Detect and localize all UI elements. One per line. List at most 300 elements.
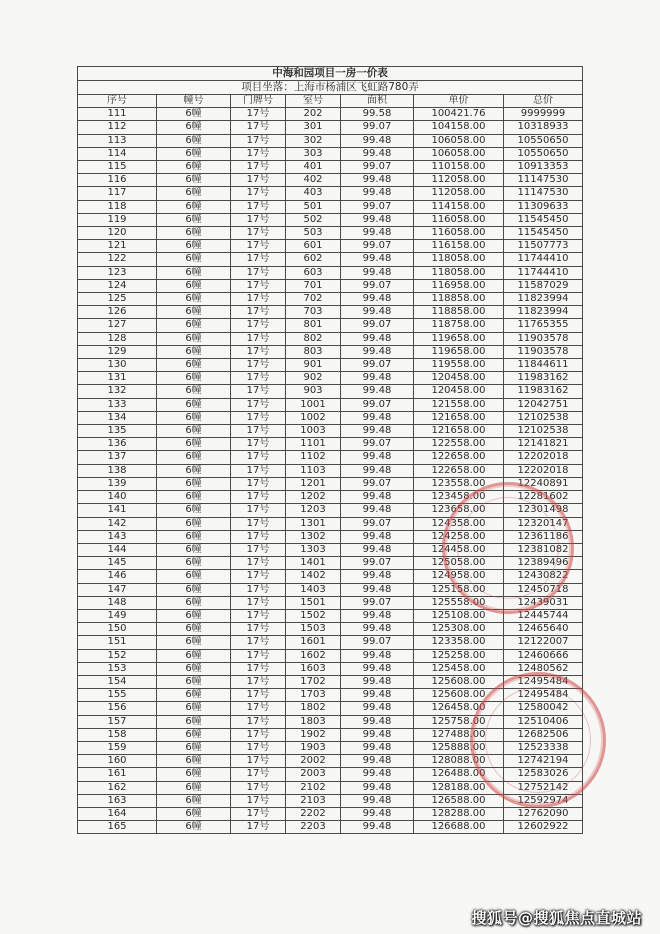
table-cell: 99.07 — [341, 240, 414, 253]
table-cell: 124458.00 — [414, 543, 504, 556]
table-cell: 6幢 — [157, 477, 231, 490]
table-row — [78, 293, 583, 306]
table-cell: 125458.00 — [414, 662, 504, 675]
table-cell: 301 — [286, 121, 341, 134]
table-cell: 6幢 — [157, 425, 231, 438]
table-cell: 99.48 — [341, 266, 414, 279]
table-cell: 99.07 — [341, 398, 414, 411]
table-cell: 17号 — [231, 623, 286, 636]
table-cell: 12583026 — [504, 768, 583, 781]
table-cell: 153 — [78, 662, 157, 675]
table-cell: 501 — [286, 200, 341, 213]
table-cell: 17号 — [231, 266, 286, 279]
table-cell: 126488.00 — [414, 768, 504, 781]
table-cell: 121558.00 — [414, 398, 504, 411]
table-cell: 119 — [78, 213, 157, 226]
table-cell: 303 — [286, 147, 341, 160]
table-cell: 11744410 — [504, 253, 583, 266]
table-cell: 6幢 — [157, 807, 231, 820]
table-cell: 126588.00 — [414, 794, 504, 807]
table-cell: 106058.00 — [414, 147, 504, 160]
table-cell: 802 — [286, 332, 341, 345]
table-cell: 99.07 — [341, 200, 414, 213]
table-cell: 160 — [78, 755, 157, 768]
table-cell: 117 — [78, 187, 157, 200]
table-cell: 99.07 — [341, 636, 414, 649]
table-cell: 801 — [286, 319, 341, 332]
table-cell: 124258.00 — [414, 530, 504, 543]
table-row — [78, 319, 583, 332]
table-cell: 6幢 — [157, 213, 231, 226]
table-cell: 6幢 — [157, 398, 231, 411]
table-title: 中海和园项目一房一价表 — [78, 67, 583, 81]
table-cell: 116058.00 — [414, 213, 504, 226]
table-cell: 99.07 — [341, 517, 414, 530]
table-cell: 118058.00 — [414, 253, 504, 266]
table-cell: 99.58 — [341, 108, 414, 121]
table-cell: 12450718 — [504, 583, 583, 596]
table-cell: 99.48 — [341, 451, 414, 464]
table-cell: 118858.00 — [414, 306, 504, 319]
table-cell: 99.48 — [341, 385, 414, 398]
column-header: 总价 — [504, 95, 583, 108]
table-cell: 99.48 — [341, 702, 414, 715]
table-cell: 104158.00 — [414, 121, 504, 134]
table-cell: 99.48 — [341, 543, 414, 556]
table-cell: 6幢 — [157, 636, 231, 649]
table-row — [78, 425, 583, 438]
table-cell: 99.48 — [341, 781, 414, 794]
table-cell: 125158.00 — [414, 583, 504, 596]
table-cell: 1401 — [286, 557, 341, 570]
table-cell: 130 — [78, 359, 157, 372]
table-cell: 17号 — [231, 702, 286, 715]
table-cell: 99.07 — [341, 557, 414, 570]
table-cell: 17号 — [231, 464, 286, 477]
table-cell: 128 — [78, 332, 157, 345]
table-cell: 6幢 — [157, 557, 231, 570]
table-cell: 6幢 — [157, 662, 231, 675]
table-cell: 17号 — [231, 332, 286, 345]
table-cell: 148 — [78, 596, 157, 609]
table-cell: 116058.00 — [414, 227, 504, 240]
table-cell: 134 — [78, 411, 157, 424]
table-cell: 17号 — [231, 372, 286, 385]
table-cell: 156 — [78, 702, 157, 715]
table-cell: 6幢 — [157, 755, 231, 768]
table-cell: 9999999 — [504, 108, 583, 121]
table-cell: 17号 — [231, 134, 286, 147]
table-cell: 99.07 — [341, 121, 414, 134]
column-header-row — [78, 95, 583, 108]
table-cell: 99.48 — [341, 372, 414, 385]
table-cell: 125608.00 — [414, 689, 504, 702]
table-cell: 17号 — [231, 240, 286, 253]
table-cell: 141 — [78, 504, 157, 517]
table-cell: 162 — [78, 781, 157, 794]
table-cell: 6幢 — [157, 609, 231, 622]
table-row — [78, 213, 583, 226]
table-cell: 128088.00 — [414, 755, 504, 768]
table-cell: 1402 — [286, 570, 341, 583]
table-cell: 99.48 — [341, 675, 414, 688]
table-row — [78, 161, 583, 174]
column-header: 单价 — [414, 95, 504, 108]
table-cell: 99.48 — [341, 530, 414, 543]
table-cell: 12202018 — [504, 451, 583, 464]
table-cell: 2103 — [286, 794, 341, 807]
table-cell: 17号 — [231, 530, 286, 543]
table-cell: 11147530 — [504, 187, 583, 200]
table-cell: 17号 — [231, 649, 286, 662]
table-cell: 122 — [78, 253, 157, 266]
table-cell: 6幢 — [157, 702, 231, 715]
table-row — [78, 649, 583, 662]
table-cell: 6幢 — [157, 649, 231, 662]
table-cell: 1603 — [286, 662, 341, 675]
table-row — [78, 807, 583, 820]
table-cell: 403 — [286, 187, 341, 200]
table-cell: 121 — [78, 240, 157, 253]
table-row — [78, 240, 583, 253]
table-cell: 6幢 — [157, 108, 231, 121]
table-cell: 6幢 — [157, 345, 231, 358]
table-cell: 6幢 — [157, 227, 231, 240]
table-cell: 123358.00 — [414, 636, 504, 649]
table-cell: 124358.00 — [414, 517, 504, 530]
table-cell: 17号 — [231, 715, 286, 728]
table-cell: 12682506 — [504, 728, 583, 741]
table-row — [78, 121, 583, 134]
table-cell: 99.48 — [341, 715, 414, 728]
table-cell: 124 — [78, 279, 157, 292]
table-cell: 152 — [78, 649, 157, 662]
table-cell: 120458.00 — [414, 372, 504, 385]
project-location: 项目坐落：上海市杨浦区飞虹路780弄 — [78, 81, 583, 95]
table-cell: 6幢 — [157, 583, 231, 596]
table-row — [78, 266, 583, 279]
table-cell: 1702 — [286, 675, 341, 688]
table-cell: 125108.00 — [414, 609, 504, 622]
table-cell: 1203 — [286, 504, 341, 517]
table-cell: 165 — [78, 821, 157, 834]
table-row — [78, 227, 583, 240]
table-cell: 2102 — [286, 781, 341, 794]
table-row — [78, 306, 583, 319]
column-header: 室号 — [286, 95, 341, 108]
table-cell: 17号 — [231, 319, 286, 332]
table-cell: 17号 — [231, 213, 286, 226]
table-cell: 99.07 — [341, 319, 414, 332]
table-cell: 17号 — [231, 385, 286, 398]
table-cell: 116158.00 — [414, 240, 504, 253]
table-cell: 6幢 — [157, 741, 231, 754]
table-row — [78, 385, 583, 398]
table-cell: 99.48 — [341, 623, 414, 636]
table-cell: 164 — [78, 807, 157, 820]
table-cell: 17号 — [231, 636, 286, 649]
table-cell: 118758.00 — [414, 319, 504, 332]
table-cell: 12141821 — [504, 438, 583, 451]
table-cell: 99.48 — [341, 821, 414, 834]
table-cell: 144 — [78, 543, 157, 556]
table-cell: 17号 — [231, 411, 286, 424]
table-cell: 1902 — [286, 728, 341, 741]
table-cell: 10550650 — [504, 134, 583, 147]
table-cell: 1903 — [286, 741, 341, 754]
table-cell: 99.48 — [341, 253, 414, 266]
table-cell: 133 — [78, 398, 157, 411]
table-cell: 12202018 — [504, 464, 583, 477]
table-cell: 11765355 — [504, 319, 583, 332]
table-cell: 2203 — [286, 821, 341, 834]
table-cell: 17号 — [231, 821, 286, 834]
table-cell: 1501 — [286, 596, 341, 609]
table-row — [78, 134, 583, 147]
table-cell: 126 — [78, 306, 157, 319]
table-cell: 11309633 — [504, 200, 583, 213]
table-cell: 6幢 — [157, 161, 231, 174]
table-cell: 1601 — [286, 636, 341, 649]
table-row — [78, 200, 583, 213]
table-cell: 123 — [78, 266, 157, 279]
table-cell: 17号 — [231, 741, 286, 754]
table-cell: 701 — [286, 279, 341, 292]
table-cell: 12430822 — [504, 570, 583, 583]
table-cell: 99.48 — [341, 227, 414, 240]
column-header: 幢号 — [157, 95, 231, 108]
table-row — [78, 438, 583, 451]
table-cell: 126458.00 — [414, 702, 504, 715]
table-row — [78, 147, 583, 160]
table-cell: 12042751 — [504, 398, 583, 411]
table-cell: 1003 — [286, 425, 341, 438]
table-cell: 6幢 — [157, 306, 231, 319]
table-row — [78, 372, 583, 385]
table-cell: 2003 — [286, 768, 341, 781]
table-cell: 17号 — [231, 187, 286, 200]
table-cell: 10913353 — [504, 161, 583, 174]
table-cell: 1802 — [286, 702, 341, 715]
table-cell: 119658.00 — [414, 332, 504, 345]
table-cell: 702 — [286, 293, 341, 306]
table-cell: 1502 — [286, 609, 341, 622]
table-cell: 159 — [78, 741, 157, 754]
table-cell: 112 — [78, 121, 157, 134]
table-cell: 12301498 — [504, 504, 583, 517]
table-cell: 99.48 — [341, 174, 414, 187]
table-cell: 99.48 — [341, 728, 414, 741]
table-cell: 155 — [78, 689, 157, 702]
table-cell: 99.48 — [341, 662, 414, 675]
table-cell: 99.07 — [341, 279, 414, 292]
company-seal — [442, 482, 574, 614]
table-cell: 99.48 — [341, 464, 414, 477]
table-cell: 135 — [78, 425, 157, 438]
table-cell: 1001 — [286, 398, 341, 411]
table-cell: 1102 — [286, 451, 341, 464]
table-cell: 6幢 — [157, 504, 231, 517]
table-cell: 1202 — [286, 491, 341, 504]
table-cell: 6幢 — [157, 332, 231, 345]
table-cell: 703 — [286, 306, 341, 319]
table-cell: 6幢 — [157, 253, 231, 266]
table-cell: 17号 — [231, 279, 286, 292]
table-cell: 17号 — [231, 359, 286, 372]
table-cell: 154 — [78, 675, 157, 688]
table-cell: 1101 — [286, 438, 341, 451]
table-cell: 11147530 — [504, 174, 583, 187]
table-cell: 12480562 — [504, 662, 583, 675]
table-cell: 120458.00 — [414, 385, 504, 398]
table-cell: 17号 — [231, 491, 286, 504]
table-cell: 123558.00 — [414, 477, 504, 490]
table-head — [78, 67, 583, 108]
table-cell: 12102538 — [504, 425, 583, 438]
table-cell: 6幢 — [157, 359, 231, 372]
table-cell: 17号 — [231, 438, 286, 451]
table-cell: 129 — [78, 345, 157, 358]
table-cell: 99.48 — [341, 755, 414, 768]
table-cell: 99.48 — [341, 425, 414, 438]
table-cell: 99.48 — [341, 768, 414, 781]
table-cell: 6幢 — [157, 451, 231, 464]
table-cell: 17号 — [231, 689, 286, 702]
table-cell: 6幢 — [157, 464, 231, 477]
table-cell: 17号 — [231, 662, 286, 675]
table-cell: 123658.00 — [414, 504, 504, 517]
table-cell: 17号 — [231, 161, 286, 174]
table-cell: 99.48 — [341, 741, 414, 754]
table-cell: 114 — [78, 147, 157, 160]
table-cell: 99.48 — [341, 187, 414, 200]
table-cell: 17号 — [231, 425, 286, 438]
table-cell: 125058.00 — [414, 557, 504, 570]
table-cell: 1503 — [286, 623, 341, 636]
table-cell: 161 — [78, 768, 157, 781]
table-cell: 11823994 — [504, 293, 583, 306]
table-cell: 146 — [78, 570, 157, 583]
table-cell: 17号 — [231, 781, 286, 794]
table-cell: 12510406 — [504, 715, 583, 728]
table-cell: 151 — [78, 636, 157, 649]
table-cell: 11903578 — [504, 345, 583, 358]
table-cell: 11545450 — [504, 227, 583, 240]
table-row — [78, 345, 583, 358]
table-cell: 136 — [78, 438, 157, 451]
table-cell: 149 — [78, 609, 157, 622]
table-cell: 157 — [78, 715, 157, 728]
table-cell: 163 — [78, 794, 157, 807]
table-cell: 6幢 — [157, 570, 231, 583]
table-cell: 99.07 — [341, 161, 414, 174]
table-cell: 142 — [78, 517, 157, 530]
table-cell: 110158.00 — [414, 161, 504, 174]
table-cell: 12460666 — [504, 649, 583, 662]
table-cell: 12752142 — [504, 781, 583, 794]
table-row — [78, 451, 583, 464]
table-cell: 6幢 — [157, 134, 231, 147]
table-cell: 99.48 — [341, 491, 414, 504]
table-cell: 1602 — [286, 649, 341, 662]
table-cell: 121658.00 — [414, 411, 504, 424]
table-cell: 99.48 — [341, 609, 414, 622]
table-cell: 1302 — [286, 530, 341, 543]
table-cell: 125888.00 — [414, 741, 504, 754]
table-cell: 99.48 — [341, 332, 414, 345]
table-cell: 118858.00 — [414, 293, 504, 306]
table-cell: 401 — [286, 161, 341, 174]
table-cell: 12389496 — [504, 557, 583, 570]
table-cell: 6幢 — [157, 768, 231, 781]
table-cell: 6幢 — [157, 596, 231, 609]
table-cell: 10550650 — [504, 147, 583, 160]
table-cell: 17号 — [231, 477, 286, 490]
table-cell: 17号 — [231, 200, 286, 213]
table-cell: 10318933 — [504, 121, 583, 134]
table-cell: 127 — [78, 319, 157, 332]
table-cell: 12580042 — [504, 702, 583, 715]
table-cell: 902 — [286, 372, 341, 385]
table-row — [78, 187, 583, 200]
table-cell: 1201 — [286, 477, 341, 490]
table-cell: 11587029 — [504, 279, 583, 292]
table-cell: 17号 — [231, 609, 286, 622]
table-cell: 17号 — [231, 227, 286, 240]
table-cell: 11844611 — [504, 359, 583, 372]
table-cell: 147 — [78, 583, 157, 596]
table-row — [78, 398, 583, 411]
table-cell: 17号 — [231, 253, 286, 266]
table-cell: 1303 — [286, 543, 341, 556]
table-row — [78, 332, 583, 345]
table-cell: 603 — [286, 266, 341, 279]
table-cell: 17号 — [231, 768, 286, 781]
table-cell: 119658.00 — [414, 345, 504, 358]
table-row — [78, 253, 583, 266]
table-cell: 128288.00 — [414, 807, 504, 820]
table-cell: 17号 — [231, 543, 286, 556]
table-cell: 1403 — [286, 583, 341, 596]
table-cell: 124958.00 — [414, 570, 504, 583]
table-cell: 17号 — [231, 306, 286, 319]
table-cell: 99.48 — [341, 583, 414, 596]
table-cell: 122658.00 — [414, 464, 504, 477]
table-cell: 119558.00 — [414, 359, 504, 372]
table-cell: 6幢 — [157, 411, 231, 424]
table-cell: 6幢 — [157, 623, 231, 636]
table-cell: 99.48 — [341, 411, 414, 424]
table-cell: 6幢 — [157, 675, 231, 688]
table-cell: 601 — [286, 240, 341, 253]
table-cell: 803 — [286, 345, 341, 358]
table-cell: 12523338 — [504, 741, 583, 754]
table-cell: 128188.00 — [414, 781, 504, 794]
table-cell: 99.48 — [341, 504, 414, 517]
table-cell: 6幢 — [157, 266, 231, 279]
table-cell: 17号 — [231, 451, 286, 464]
table-cell: 6幢 — [157, 372, 231, 385]
table-cell: 122658.00 — [414, 451, 504, 464]
table-cell: 6幢 — [157, 530, 231, 543]
table-cell: 150 — [78, 623, 157, 636]
table-cell: 6幢 — [157, 174, 231, 187]
table-cell: 6幢 — [157, 491, 231, 504]
table-row — [78, 279, 583, 292]
table-cell: 17号 — [231, 345, 286, 358]
table-cell: 17号 — [231, 108, 286, 121]
column-header: 序号 — [78, 95, 157, 108]
